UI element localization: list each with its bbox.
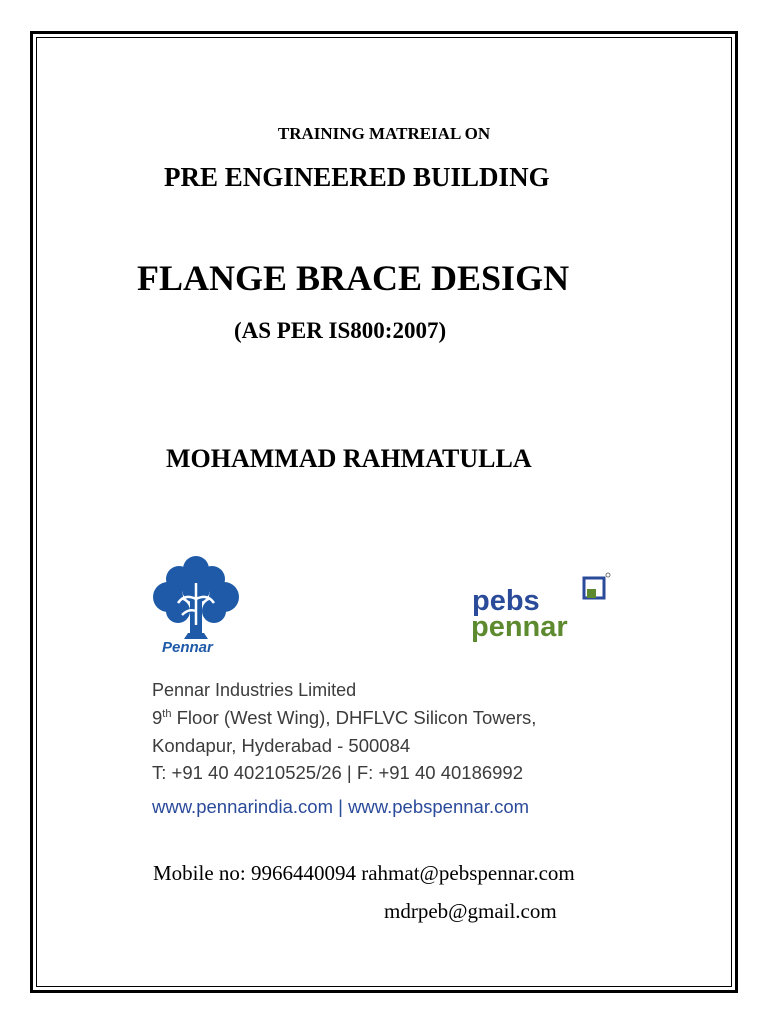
pebs-square-icon (584, 573, 610, 598)
standard-reference: (AS PER IS800:2007) (234, 318, 447, 343)
author-name: MOHAMMAD RAHMATULLA (166, 444, 532, 473)
contact-mobile-email: Mobile no: 9966440094 rahmat@pebspennar.com (153, 861, 575, 885)
pennar-logo-text: Pennar (162, 639, 213, 655)
company-websites[interactable]: www.pennarindia.com | www.pebspennar.com (152, 796, 530, 817)
company-phone: T: +91 40 40210525/26 | F: +91 40 40186992 (152, 762, 524, 783)
company-name: Pennar Industries Limited (152, 680, 357, 700)
company-address-line1: 9th Floor (West Wing), DHFLVC Silicon Towers, (152, 707, 537, 728)
pebs-pennar-logo (468, 572, 618, 644)
document-title: FLANGE BRACE DESIGN (137, 258, 570, 298)
company-address-line2: Kondapur, Hyderabad - 500084 (152, 735, 411, 756)
contact-email-secondary: mdrpeb@gmail.com (384, 899, 557, 923)
subtitle-training: TRAINING MATREIAL ON (277, 124, 491, 143)
pennar-logo-word: pennar (471, 611, 568, 643)
pennar-logo (148, 555, 244, 655)
subtitle-peb: PRE ENGINEERED BUILDING (164, 162, 550, 192)
pebs-logo-word: pebs (472, 585, 540, 617)
